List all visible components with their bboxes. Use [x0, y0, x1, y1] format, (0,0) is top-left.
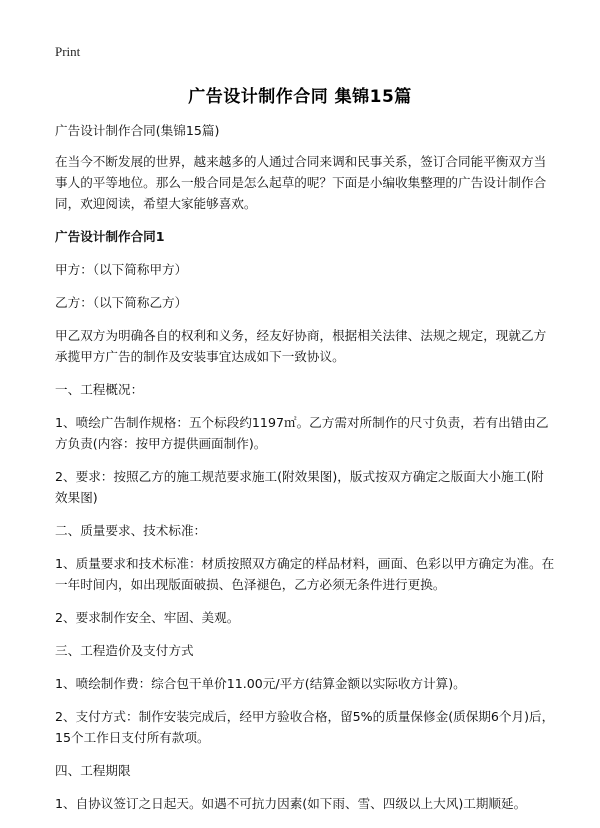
intro-paragraph: 在当今不断发展的世界，越来越多的人通过合同来调和民事关系，签订合同能平衡双方当事人的平等地位。那么一般合同是怎么起草的呢？下面是小编收集整理的广告设计制作合同，欢迎阅读，希望大家能够喜欢。 [55, 154, 547, 211]
clause-item: 1、自协议签订之日起天。如遇不可抗力因素(如下雨、雪、四级以上大风)工期顺延。 [55, 796, 527, 811]
section-heading: 广告设计制作合同1 [55, 229, 165, 244]
clause-item: 2、支付方式：制作安装完成后，经甲方验收合格，留5%的质量保修金(质保期6个月)后，15个工作日支付所有款项。 [55, 709, 555, 745]
clause-item: 1、喷绘广告制作规格：五个标段约1197㎡。乙方需对所制作的尺寸负责，若有出错由乙方负责(内容：按甲方提供画面制作)。 [55, 415, 549, 451]
document-subtitle: 广告设计制作合同(集锦15篇) [55, 123, 220, 138]
clause-item: 1、质量要求和技术标准：材质按照双方确定的样品材料，画面、色彩以甲方确定为准。在一年时间内，如出现版面破损、色泽褪色，乙方必须无条件进行更换。 [55, 556, 555, 592]
document-body [55, 120, 555, 826]
document-title: 广告设计制作合同 集锦15篇 [188, 87, 412, 107]
clause-item: 2、要求：按照乙方的施工规范要求施工(附效果图)，版式按双方确定之版面大小施工(附效果图) [55, 469, 544, 505]
agreement-preamble: 甲乙双方为明确各自的权利和义务，经友好协商，根据相关法律、法规之规定，现就乙方承揽甲方广告的制作及安装事宜达成如下一致协议。 [55, 328, 547, 364]
party-b-line: 乙方：（以下简称乙方） [55, 295, 188, 310]
clause-heading-cost-payment: 三、工程造价及支付方式 [55, 643, 194, 658]
clause-heading-project-overview: 一、工程概况： [55, 382, 144, 397]
party-a-line: 甲方：（以下简称甲方） [55, 262, 188, 277]
clause-heading-quality-standards: 二、质量要求、技术标准： [55, 523, 207, 538]
print-label: Print [55, 44, 81, 59]
clause-item: 2、要求制作安全、牢固、美观。 [55, 610, 240, 625]
clause-heading-project-term: 四、工程期限 [55, 763, 131, 778]
clause-item: 1、喷绘制作费：综合包干单价11.00元/平方(结算金额以实际收方计算)。 [55, 676, 466, 691]
